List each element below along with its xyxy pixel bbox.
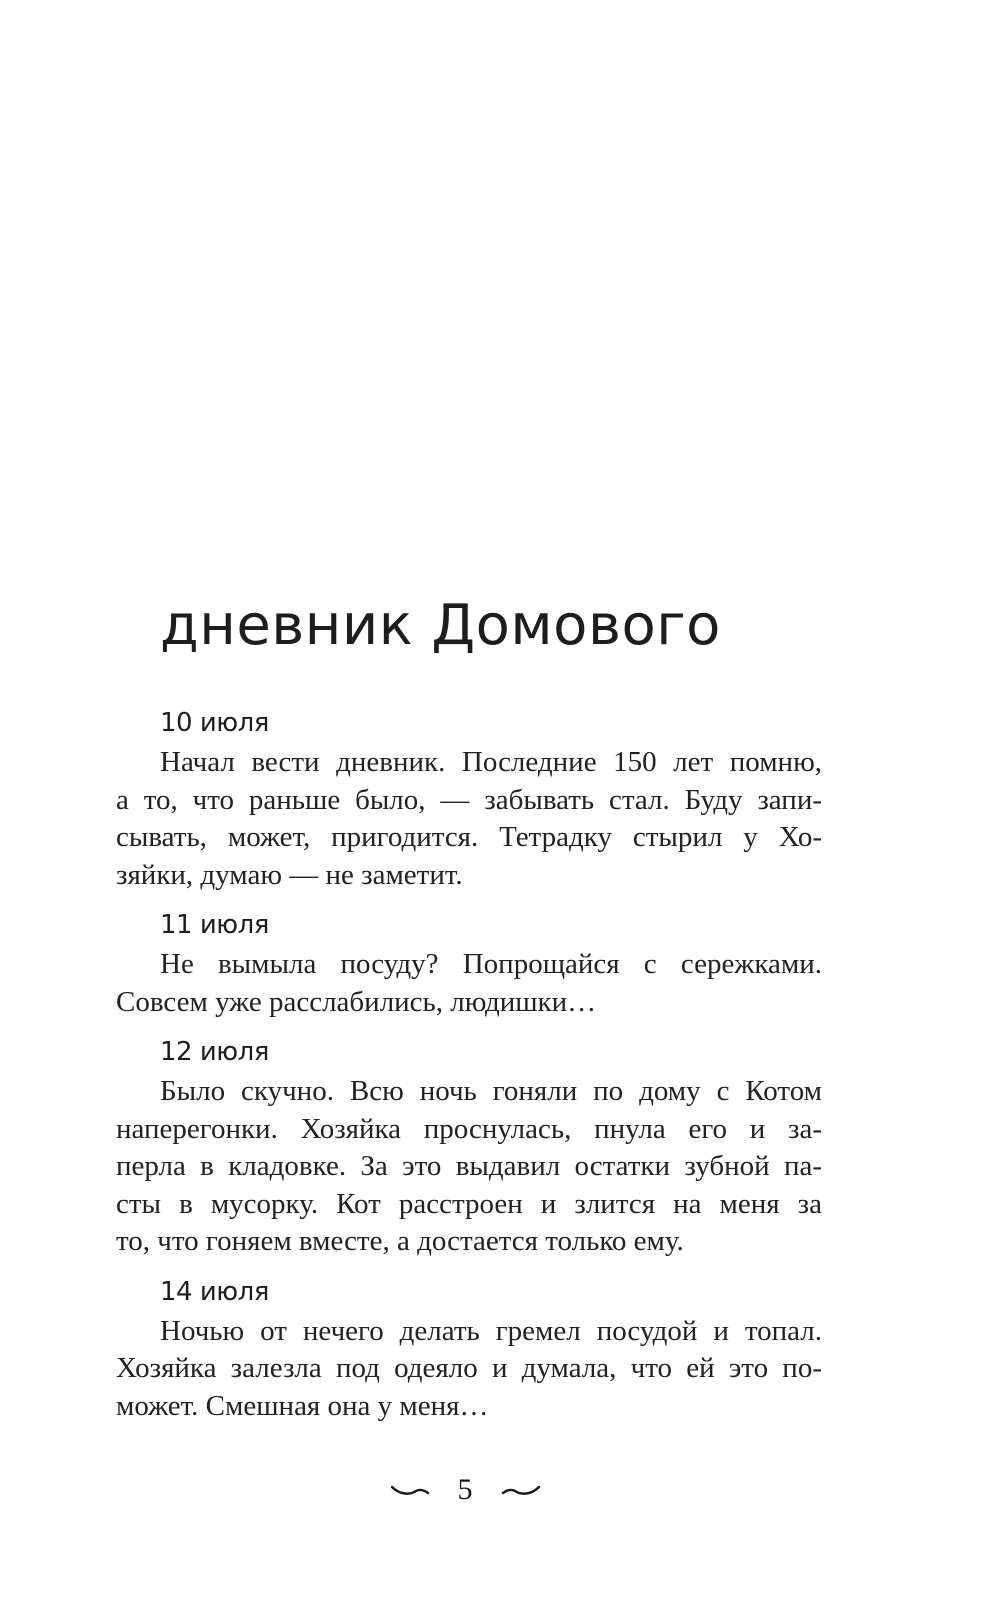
- entry-text-line: то, что гоняем вместе, а достается только ему.: [116, 1225, 684, 1257]
- entry-text-line: а то, что раньше было, — забывать стал. Буду запи-: [116, 783, 822, 816]
- entry-text-line: Совсем уже расслабились, людишки…: [116, 985, 597, 1018]
- entry-text-line: Не вымыла посуду? Попрощайся с сережками.: [160, 948, 822, 980]
- swash-right-icon: [501, 1483, 541, 1497]
- entry-date: 12 июля: [160, 1037, 269, 1067]
- entry-text-line: Ночью от нечего делать гремел посудой и топал.: [160, 1314, 822, 1347]
- entry-date: 10 июля: [160, 708, 269, 738]
- entry-date: 14 июля: [160, 1276, 269, 1307]
- diary-entry: [116, 1275, 822, 1426]
- entry-text-line: наперегонки. Хозяйка проснулась, пнула его и за-: [116, 1112, 822, 1145]
- diary-entries: [116, 706, 822, 1439]
- diary-entry: [116, 706, 822, 894]
- diary-entry: [116, 1035, 822, 1261]
- chapter-title: дневник Домового: [160, 593, 721, 658]
- entry-date: 11 июля: [160, 910, 269, 940]
- page-number: 5: [457, 1473, 473, 1506]
- page-footer: [0, 1472, 1000, 1506]
- entry-text-line: перла в кладовке. За это выдавил остатки зубной па-: [116, 1150, 822, 1182]
- entry-text-line: Было скучно. Всю ночь гоняли по дому с Котом: [160, 1075, 822, 1107]
- entry-text-line: сывать, может, пригодится. Тетрадку стырил у Хо-: [116, 821, 822, 853]
- entry-text-line: Хозяйка залезла под одеяло и думала, что ей это по-: [116, 1352, 822, 1384]
- entry-text-line: зяйки, думаю — не заметит.: [116, 858, 463, 891]
- entry-text-line: может. Смешная она у меня…: [116, 1389, 489, 1422]
- entry-text-line: Начал вести дневник. Последние 150 лет помню,: [160, 746, 822, 778]
- diary-entry: [116, 908, 822, 1021]
- swash-left-icon: [390, 1483, 430, 1497]
- entry-text-line: сты в мусорку. Кот расстроен и злится на меня за: [116, 1187, 822, 1220]
